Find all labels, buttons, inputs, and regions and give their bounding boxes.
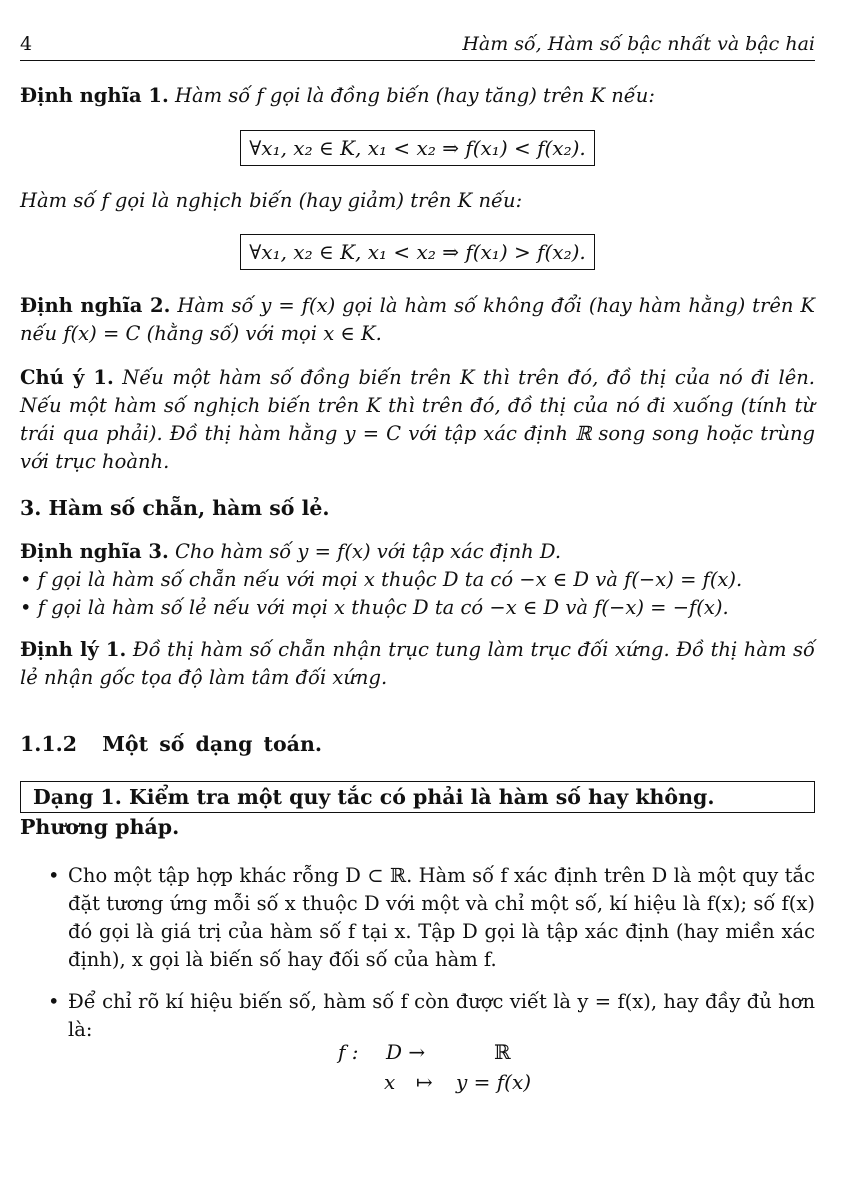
mapping-domain: D → bbox=[386, 1040, 426, 1064]
bullet-icon: • bbox=[48, 864, 60, 887]
mapping-codomain: ℝ bbox=[494, 1040, 511, 1064]
bullet-odd-text: f gọi là hàm số lẻ nếu với mọi x thuộc D ta có −x ∈ D và f(−x) = −f(x). bbox=[37, 596, 729, 619]
list-item bbox=[48, 988, 815, 1044]
mapping-rule: y = f(x) bbox=[456, 1070, 532, 1094]
definition-1-decreasing-text: Hàm số f gọi là nghịch biến (hay giảm) trên K nếu: bbox=[20, 189, 523, 212]
bullet-icon: • bbox=[20, 568, 32, 591]
definition-1-text: Hàm số f gọi là đồng biến (hay tăng) trên K nếu: bbox=[174, 84, 655, 107]
definition-2-text: Hàm số y = f(x) gọi là hàm số không đổi (hay hàm hằng) trên K nếu f(x) = C (hằng số) với mọi x ∈ K. bbox=[20, 294, 815, 345]
theorem-1-label: Định lý 1. bbox=[20, 638, 127, 661]
note-1 bbox=[20, 364, 815, 476]
list-item bbox=[48, 862, 815, 974]
formula-increasing: ∀x₁, x₂ ∈ K, x₁ < x₂ ⇒ f(x₁) < f(x₂). bbox=[240, 130, 595, 166]
bullet-icon: • bbox=[48, 990, 60, 1013]
page-number: 4 bbox=[20, 33, 33, 55]
definition-3-bullet-odd bbox=[20, 594, 815, 622]
definition-3-bullet-even bbox=[20, 566, 815, 594]
subsection-heading bbox=[20, 730, 815, 758]
formula-increasing-row bbox=[20, 130, 815, 166]
theorem-1-text: Đồ thị hàm số chẵn nhận trục tung làm trục đối xứng. Đồ thị hàm số lẻ nhận gốc tọa độ làm tâm đối xứng. bbox=[20, 638, 815, 689]
subsection-title: Một số dạng toán. bbox=[102, 732, 323, 756]
method-label: Phương pháp. bbox=[20, 815, 180, 839]
definition-3-text: Cho hàm số y = f(x) với tập xác định D. bbox=[174, 540, 562, 563]
definition-2 bbox=[20, 292, 815, 348]
bullet-icon: • bbox=[20, 596, 32, 619]
definition-3-label: Định nghĩa 3. bbox=[20, 540, 169, 563]
formula-decreasing: ∀x₁, x₂ ∈ K, x₁ < x₂ ⇒ f(x₁) > f(x₂). bbox=[240, 234, 595, 270]
definition-1-label: Định nghĩa 1. bbox=[20, 84, 169, 107]
mapping-f-label: f : bbox=[338, 1040, 359, 1064]
section-3-title: 3. Hàm số chẵn, hàm số lẻ. bbox=[20, 496, 330, 520]
running-title: Hàm số, Hàm số bậc nhất và bậc hai bbox=[462, 33, 815, 55]
definition-1 bbox=[20, 82, 815, 110]
list-item-text: Để chỉ rõ kí hiệu biến số, hàm số f còn được viết là y = f(x), hay đầy đủ hơn là: bbox=[68, 990, 815, 1041]
theorem-1 bbox=[20, 636, 815, 692]
page-header bbox=[20, 30, 815, 61]
bullet-even-text: f gọi là hàm số chẵn nếu với mọi x thuộc D ta có −x ∈ D và f(−x) = f(x). bbox=[37, 568, 743, 591]
dang-1-box bbox=[20, 781, 815, 813]
dang-1-title: Dạng 1. Kiểm tra một quy tắc có phải là hàm số hay không. bbox=[33, 785, 715, 809]
definition-2-label: Định nghĩa 2. bbox=[20, 294, 171, 317]
subsection-number: 1.1.2 bbox=[20, 732, 78, 756]
mapping-variable: x bbox=[384, 1070, 396, 1094]
page bbox=[20, 30, 815, 1094]
note-1-text: Nếu một hàm số đồng biến trên K thì trên đó, đồ thị của nó đi lên. Nếu một hàm số nghịch biến trên K thì trên đó, đồ thị của nó đi xuống (tính từ trái qua phải). Đồ thị hàm hằng y = C với tập xác định ℝ song song hoặc trùng với trục hoành. bbox=[20, 366, 815, 473]
list-item-text: Cho một tập hợp khác rỗng D ⊂ ℝ. Hàm số f xác định trên D là một quy tắc đặt tương ứng mỗi số x thuộc D với một và chỉ một số, kí hiệu là f(x); số f(x) đó gọi là giá trị của hàm số f tại x. Tập D gọi là tập xác định (hay miền xác định), x gọi là biến số hay đối số của hàm f. bbox=[68, 864, 815, 971]
note-1-label: Chú ý 1. bbox=[20, 366, 114, 389]
formula-decreasing-row bbox=[20, 234, 815, 270]
definition-3 bbox=[20, 538, 815, 566]
maps-to-icon: ↦ bbox=[416, 1070, 433, 1094]
